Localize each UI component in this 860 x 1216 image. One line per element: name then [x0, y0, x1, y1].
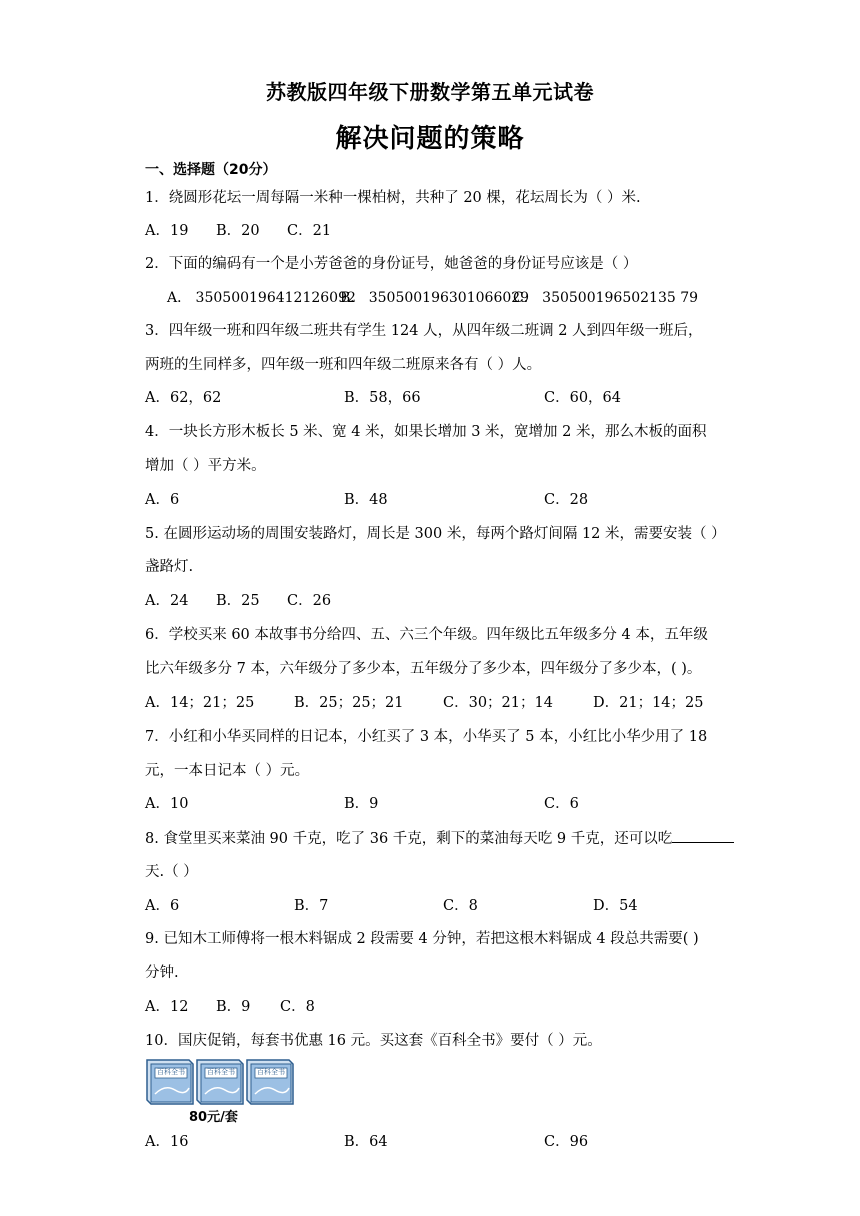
question-9-line-1: 9. 已知木工师傅将一根木料锯成 2 段需要 4 分钟，若把这根木料锯成 4 段总共需要( )	[145, 931, 699, 947]
exam-subtitle: 解决问题的策略	[335, 124, 525, 154]
q2-option-a: A． 350500196412126092	[167, 290, 356, 306]
q4-option-b: B．48	[344, 492, 388, 508]
question-4-line-2: 增加（ ）平方米。	[145, 458, 266, 474]
q10-option-a: A．16	[145, 1134, 189, 1150]
q6-option-d: D．21；14；25	[593, 695, 704, 711]
q8-option-c: C．8	[443, 898, 478, 914]
q7-option-c: C．6	[544, 796, 579, 812]
q1-option-a: A．19	[145, 223, 189, 239]
q9-option-c: C．8	[280, 999, 315, 1015]
question-9-line-2: 分钟.	[145, 965, 179, 981]
q3-option-a: A．62，62	[145, 390, 222, 406]
question-7-line-1: 7．小红和小华买同样的日记本，小红买了 3 本，小华买了 5 本，小红比小华少用了 18	[145, 729, 708, 745]
book-2-title: 百科全书	[207, 1068, 235, 1076]
question-8-line-2: 天.（ ）	[145, 864, 198, 880]
q9-option-b: B．9	[216, 999, 251, 1015]
q5-option-c: C．26	[287, 593, 332, 609]
exam-title: 苏教版四年级下册数学第五单元试卷	[266, 80, 594, 104]
q8-option-d: D．54	[593, 898, 638, 914]
encyclopedia-set-image	[145, 1058, 295, 1125]
q5-option-a: A．24	[145, 593, 189, 609]
q6-option-c: C．30；21；14	[443, 695, 553, 711]
q10-option-b: B．64	[344, 1134, 388, 1150]
section-heading: 一、选择题（20分）	[145, 162, 277, 178]
question-6-line-2: 比六年级多分 7 本，六年级分了多少本，五年级分了多少本，四年级分了多少本，( )。	[145, 661, 702, 677]
q7-option-a: A．10	[145, 796, 189, 812]
question-8-line-1	[145, 828, 720, 849]
q6-option-a: A．14；21；25	[145, 695, 255, 711]
book-3-title: 百科全书	[257, 1068, 285, 1076]
question-8-text: 8. 食堂里买来菜油 90 千克，吃了 36 千克，剩下的菜油每天吃 9 千克，还可以吃	[145, 831, 673, 847]
price-label: 80元/套	[189, 1110, 238, 1125]
q2-option-c: C． 350500196502135 79	[513, 290, 699, 306]
question-3-line-1: 3．四年级一班和四年级二班共有学生 124 人，从四年级二班调 2 人到四年级一班后，	[145, 323, 703, 339]
question-7-line-2: 元，一本日记本（ ）元。	[145, 763, 310, 779]
q10-option-c: C．96	[544, 1134, 589, 1150]
q9-option-a: A．12	[145, 999, 189, 1015]
q3-option-c: C．60，64	[544, 390, 621, 406]
question-6-line-1: 6．学校买来 60 本故事书分给四、五、六三个年级。四年级比五年级多分 4 本，五年级	[145, 627, 708, 643]
answer-blank	[672, 828, 734, 843]
q7-option-b: B．9	[344, 796, 379, 812]
q4-option-a: A．6	[145, 492, 180, 508]
q8-option-a: A．6	[145, 898, 180, 914]
question-2: 2．下面的编码有一个是小芳爸爸的身份证号，她爸爸的身份证号应该是（ ）	[145, 256, 638, 272]
question-3-line-2: 两班的生同样多，四年级一班和四年级二班原来各有（ ）人。	[145, 357, 542, 373]
question-1: 1．绕圆形花坛一周每隔一米种一棵柏树，共种了 20 棵，花坛周长为（ ）米.	[145, 190, 641, 206]
q1-option-c: C．21	[287, 223, 332, 239]
question-10: 10．国庆促销，每套书优惠 16 元。买这套《百科全书》要付（ ）元。	[145, 1033, 602, 1049]
book-1-title: 百科全书	[157, 1068, 185, 1076]
q8-option-b: B．7	[294, 898, 329, 914]
question-4-line-1: 4．一块长方形木板长 5 米、宽 4 米，如果长增加 3 米，宽增加 2 米，那么木板的面积	[145, 424, 707, 440]
q6-option-b: B．25；25；21	[294, 695, 404, 711]
q5-option-b: B．25	[216, 593, 260, 609]
question-5-line-1: 5. 在圆形运动场的周围安装路灯，周长是 300 米，每两个路灯间隔 12 米，需要安装（ ）	[145, 526, 726, 542]
q4-option-c: C．28	[544, 492, 589, 508]
q2-option-b: B． 350500196301066029	[340, 290, 530, 306]
question-5-line-2: 盏路灯.	[145, 559, 194, 575]
q3-option-b: B．58，66	[344, 390, 421, 406]
q1-option-b: B．20	[216, 223, 260, 239]
